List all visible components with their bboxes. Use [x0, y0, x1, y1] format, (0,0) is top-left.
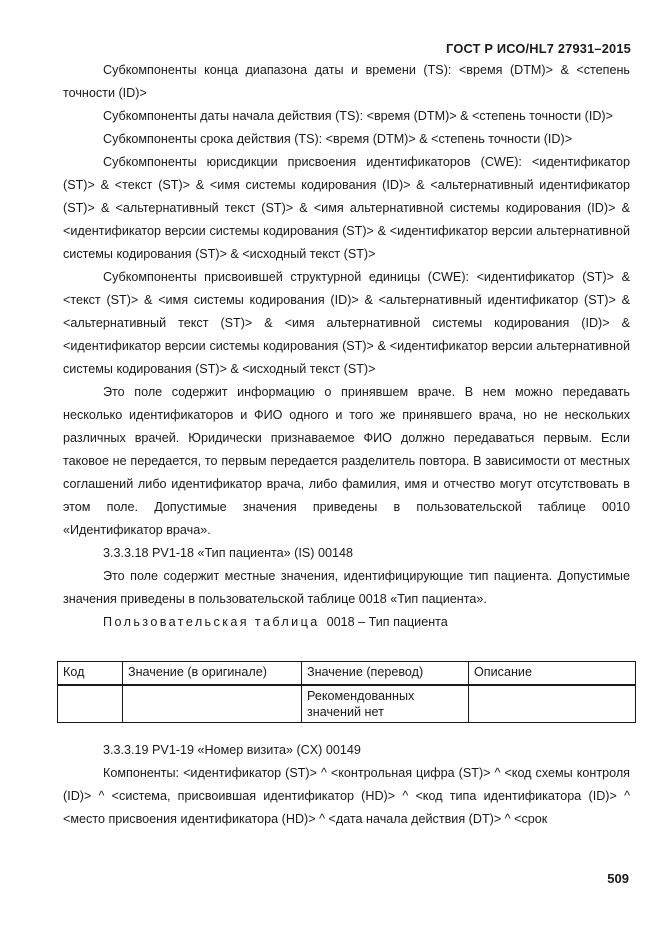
section-heading: 3.3.3.18 PV1-18 «Тип пациента» (IS) 00148 [103, 546, 353, 560]
paragraph: Субкомпоненты конца диапазона даты и времени (TS): <время (DTM)> & <степень точности (ID)> [63, 63, 630, 100]
section-heading: 3.3.3.19 PV1-19 «Номер визита» (CX) 00149 [103, 743, 361, 757]
column-header: Описание [469, 662, 636, 686]
document-header: ГОСТ Р ИСО/HL7 27931–2015 [446, 41, 631, 56]
page-number: 509 [607, 871, 629, 886]
paragraph: Компоненты: <идентификатор (ST)> ^ <контрольная цифра (ST)> ^ <код схемы контроля (ID)> ^ <система, присвоившая идентификатор (HD)> ^ <код типа идентификатора (ID)> ^ <место присвоения идентификатора (HD)> ^ <дата начала действия (DT)> ^ <срок [63, 766, 630, 826]
table-cell [58, 685, 123, 723]
table-cell: Рекомендованных значений нет [302, 685, 469, 723]
table-cell [469, 685, 636, 723]
paragraph: Субкомпоненты срока действия (TS): <время (DTM)> & <степень точности (ID)> [103, 132, 573, 146]
table-title-rest: 0018 – Тип пациента [326, 615, 448, 629]
table-header-row [58, 662, 636, 686]
column-header: Значение (перевод) [302, 662, 469, 686]
main-text-continued [63, 739, 630, 831]
paragraph: Субкомпоненты юрисдикции присвоения идентификаторов (CWE): <идентификатор (ST)> & <текст (ST)> & <имя системы кодирования (ID)> & <альтернативный идентификатор (ST)> & <альтернативный текст (ST)> & <имя альтернативной системы кодирования (ID)> & <идентификатор версии системы кодирования (ST)> & <идентификатор версии альтернативной системы кодирования (ST)> & <исходный текст (ST)> [63, 155, 630, 261]
table-cell [123, 685, 302, 723]
paragraph: Субкомпоненты даты начала действия (TS): <время (DTM)> & <степень точности (ID)> [103, 109, 613, 123]
paragraph: Это поле содержит местные значения, идентифицирующие тип пациента. Допустимые значения приведены в пользовательской таблице 0018 «Тип пациента». [63, 569, 630, 606]
table-title [63, 611, 630, 634]
table-title-label: Пользовательская таблица [103, 615, 320, 629]
column-header: Значение (в оригинале) [123, 662, 302, 686]
column-header: Код [58, 662, 123, 686]
paragraph: Это поле содержит информацию о принявшем враче. В нем можно передавать несколько идентификаторов и ФИО одного и того же принявшего врача, но не нескольких различных врачей. Юридически признаваемое ФИО должно передаваться первым. Если таковое не передается, то первым передается разделитель повтора. В зависимости от местных соглашений либо идентификатор врача, либо фамилия, имя и отчество могут отсутствовать в этом поле. Допустимые значения приведены в пользовательской таблице 0010 «Идентификатор врача». [63, 385, 630, 537]
table-row [58, 685, 636, 723]
patient-type-table [57, 661, 636, 723]
main-text [63, 59, 630, 634]
paragraph: Субкомпоненты присвоившей структурной единицы (CWE): <идентификатор (ST)> & <текст (ST)> & <имя системы кодирования (ID)> & <альтернативный идентификатор (ST)> & <альтернативный текст (ST)> & <имя альтернативной системы кодирования (ID)> & <идентификатор версии системы кодирования (ST)> & <идентификатор версии альтернативной системы кодирования (ST)> & <исходный текст (ST)> [63, 270, 630, 376]
